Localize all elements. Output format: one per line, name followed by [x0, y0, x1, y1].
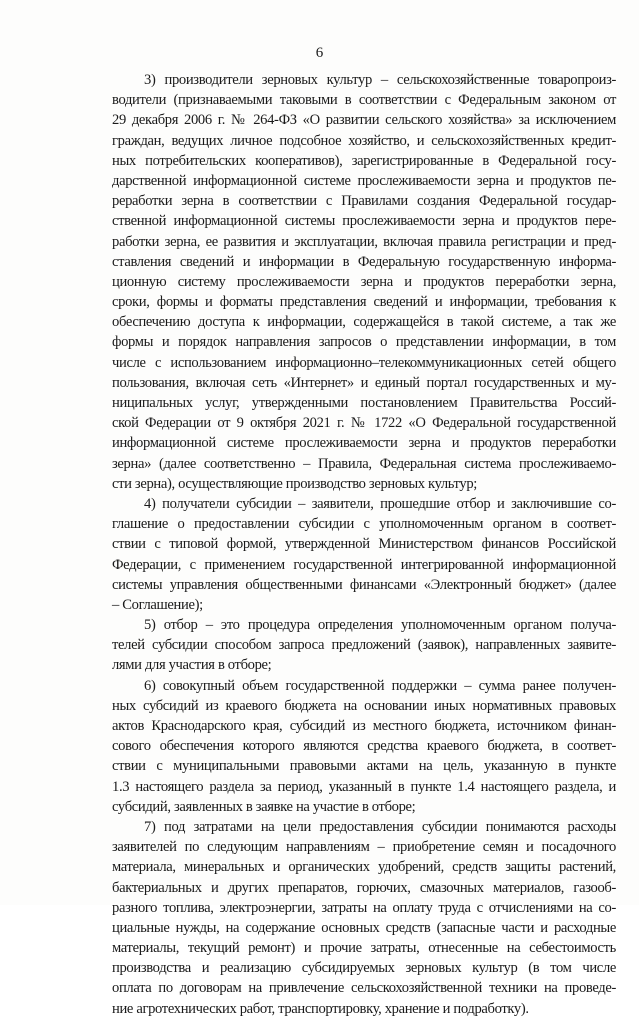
text-line: обеспечению доступа к информации, содержащейся в такой системе, а так же [112, 314, 616, 331]
text-line: 29 декабря 2006 г. № 264-ФЗ «О развитии сельского хозяйства» за исключением [112, 112, 616, 129]
text-line: бактериальных и других препаратов, горючих, смазочных материалов, газооб- [112, 879, 616, 896]
text-line: граждан, ведущих личное подсобное хозяйство, и сельскохозяйственных кредит- [112, 132, 616, 149]
text-line: сти зерна), осуществляющие производство зерновых культур; [112, 475, 477, 492]
text-line: сового обеспечения которого являются средства краевого бюджета, в соответ- [112, 738, 616, 755]
text-line: 7) под затратами на цели предоставления субсидии понимаются расходы [144, 818, 616, 835]
text-line: материалы, текущий ремонт) и прочие затраты, отнесенные на себестоимость [112, 940, 616, 957]
text-line: числе с использованием информационно–телекоммуникационных сетей общего [112, 354, 616, 371]
text-line: телей субсидии способом запроса предложений (заявок), направленных заявите- [112, 637, 616, 654]
text-line: – Соглашение); [112, 596, 203, 613]
text-line: ниципальных услуг, утвержденными постановлением Правительства Россий- [112, 395, 616, 411]
text-line: ской Федерации от 9 октября 2021 г. № 1722 «О Федеральной государственной [112, 415, 616, 432]
text-line: разного топлива, электроэнергии, затраты на оплату труда с отчислениями на со- [112, 899, 616, 916]
text-line: Федерации, с применением государственной интегрированной информационной [112, 556, 616, 573]
text-line: лями для участия в отборе; [112, 657, 272, 674]
text-line: 3) производители зерновых культур – сельскохозяйственные товаропроиз- [144, 72, 616, 88]
text-line: циальные нужды, на содержание основных средств (запасные части и расходные [112, 919, 616, 936]
text-line: ственной информационной системы прослеживаемости зерна и продуктов пере- [112, 213, 616, 230]
text-line: ных потребительских кооперативов), зарегистрированные в Федеральной госу- [112, 152, 616, 169]
text-line: глашение о предоставлении субсидии с уполномоченным органом в соответ- [112, 516, 616, 533]
text-line: информационной системе прослеживаемости зерна и продуктов переработки [112, 435, 616, 452]
text-line: дарственной информационной системе прослеживаемости зерна и продуктов пе- [112, 172, 616, 189]
text-line: оплата по договорам на привлечение сельскохозяйственной техники на проведе- [112, 980, 616, 997]
text-line: заявителей по следующим направлениям – приобретение семян и посадочного [112, 839, 616, 856]
page-number: 6 [315, 45, 324, 61]
text-line: ние агротехнических работ, транспортировку, хранение и подработку). [112, 1000, 529, 1017]
document-body [112, 70, 616, 1019]
text-line: ных субсидий из краевого бюджета на основании иных нормативных правовых [112, 697, 616, 714]
text-line: ствии с типовой формой, утвержденной Министерством финансов Российской [112, 536, 616, 553]
text-line: системы управления общественными финансами «Электронный бюджет» (далее [112, 576, 616, 593]
text-line: ционную систему прослеживаемости зерна и продуктов переработки зерна, [112, 273, 616, 290]
text-line: ствии с муниципальными правовыми актами на цель, указанную в пункте [112, 758, 616, 775]
text-line: 6) совокупный объем государственной поддержки – сумма ранее получен- [144, 677, 616, 694]
text-line: сроки, формы и форматы представления сведений и информации, требования к [112, 294, 616, 311]
text-line: актов Краснодарского края, субсидий из местного бюджета, источником финан- [112, 718, 616, 734]
text-line: материала, минеральных и органических удобрений, средств защиты растений, [112, 859, 616, 876]
text-line: ставления сведений и информации в Федеральную государственную информа- [112, 253, 616, 270]
text-line: зерна» (далее соответственно – Правила, Федеральная система прослеживаемо- [112, 455, 616, 472]
text-line: реработки зерна в соответствии с Правилами создания Федеральной государ- [112, 193, 616, 210]
text-line: водители (признаваемыми таковыми в соответствии с Федеральным законом от [112, 92, 616, 109]
text-line: формы и порядок направления запросов о представлении информации, в том [112, 334, 616, 351]
text-line: пользования, включая сеть «Интернет» и единый портал государственных и му- [112, 374, 616, 391]
text-line: 5) отбор – это процедура определения уполномоченным органом получа- [144, 617, 616, 634]
text-line: производства и реализацию субсидируемых зерновых культур (в том числе [112, 960, 616, 977]
text-line: 4) получатели субсидии – заявители, прошедшие отбор и заключившие со- [144, 495, 616, 512]
text-line: 1.3 настоящего раздела за период, указанный в пункте 1.4 настоящего раздела, и [112, 778, 616, 795]
text-line: субсидий, заявленных в заявке на участие в отборе; [112, 798, 416, 815]
text-line: работки зерна, ее развития и эксплуатации, включая правила регистрации и пред- [112, 233, 616, 250]
